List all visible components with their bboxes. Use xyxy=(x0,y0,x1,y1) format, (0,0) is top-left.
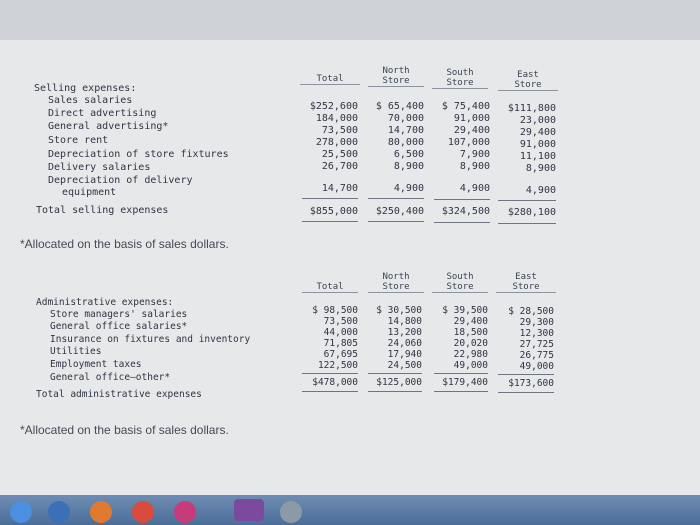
sum-rule xyxy=(302,198,358,199)
app-icon[interactable] xyxy=(280,501,302,523)
section-title: Selling expenses: xyxy=(34,83,137,94)
cell-south: 4,900 xyxy=(459,183,490,194)
cell-east: 49,000 xyxy=(519,361,554,372)
cell-south: 49,000 xyxy=(453,360,488,371)
header-south-store: South Store xyxy=(432,272,488,293)
row-label: Delivery salaries xyxy=(48,162,151,173)
row-label: Depreciation of store fixtures xyxy=(48,149,229,160)
cell-total: $252,600 xyxy=(309,101,358,112)
cell-total: 122,500 xyxy=(317,360,358,371)
header-south-store: South Store xyxy=(432,68,488,89)
row-label: General advertising* xyxy=(48,121,169,132)
cell-south: 107,000 xyxy=(447,137,490,148)
sum-rule xyxy=(434,199,490,200)
double-rule xyxy=(368,391,422,392)
cell-south: 29,400 xyxy=(453,316,488,327)
footnote: *Allocated on the basis of sales dollars. xyxy=(20,237,229,251)
app-icon[interactable] xyxy=(174,501,196,523)
cell-north: $ 65,400 xyxy=(375,101,424,112)
cell-south: 20,020 xyxy=(453,338,488,349)
cell-south: 18,500 xyxy=(453,327,488,338)
cell-north: 17,940 xyxy=(387,349,422,360)
cell-north: 80,000 xyxy=(387,137,424,148)
sum-rule xyxy=(498,200,556,201)
cell-north: 24,500 xyxy=(387,360,422,371)
sum-rule xyxy=(302,373,358,374)
row-label: General office salaries* xyxy=(50,321,188,332)
total-cell-east: $173,600 xyxy=(508,378,554,389)
sum-rule xyxy=(434,373,488,374)
cell-total: 71,805 xyxy=(323,338,358,349)
cell-south: 22,980 xyxy=(453,349,488,360)
double-rule xyxy=(302,221,358,222)
cell-east: 12,300 xyxy=(519,328,554,339)
cell-east: 29,400 xyxy=(519,127,556,138)
cell-east: $ 28,500 xyxy=(508,306,554,317)
double-rule xyxy=(434,391,488,392)
app-icon[interactable] xyxy=(48,501,70,523)
cell-south: 7,900 xyxy=(459,149,490,160)
header-north-store: North Store xyxy=(368,66,424,87)
total-cell-total: $855,000 xyxy=(309,206,358,217)
row-label: Direct advertising xyxy=(48,108,157,119)
row-label: Store rent xyxy=(48,135,109,146)
cell-total: 73,500 xyxy=(323,316,358,327)
app-icon[interactable] xyxy=(10,501,32,523)
cell-south: $ 39,500 xyxy=(442,305,488,316)
cell-north: 6,500 xyxy=(393,149,424,160)
double-rule xyxy=(368,221,424,222)
total-label: Total administrative expenses xyxy=(36,389,202,400)
double-rule xyxy=(498,223,556,224)
cell-total: 14,700 xyxy=(321,183,358,194)
total-cell-south: $179,400 xyxy=(442,377,488,388)
cell-total: 184,000 xyxy=(315,113,358,124)
cell-total: 278,000 xyxy=(315,137,358,148)
cell-total: 25,500 xyxy=(321,149,358,160)
footnote: *Allocated on the basis of sales dollars. xyxy=(20,423,229,437)
total-label: Total selling expenses xyxy=(36,205,169,216)
row-label: Utilities xyxy=(50,346,102,357)
cell-north: 14,800 xyxy=(387,316,422,327)
cell-total: 73,500 xyxy=(321,125,358,136)
cell-total: $ 98,500 xyxy=(312,305,358,316)
section-title: Administrative expenses: xyxy=(36,297,174,308)
row-label: Employment taxes xyxy=(50,359,142,370)
cell-total: 67,695 xyxy=(323,349,358,360)
total-cell-north: $250,400 xyxy=(375,206,424,217)
row-label: General office—other* xyxy=(50,372,171,383)
cell-north: 70,000 xyxy=(387,113,424,124)
app-icon[interactable] xyxy=(90,501,112,523)
sum-rule xyxy=(498,374,554,375)
double-rule xyxy=(302,391,358,392)
header-north-store: North Store xyxy=(368,272,424,293)
total-cell-east: $280,100 xyxy=(507,207,556,218)
sum-rule xyxy=(368,373,422,374)
cell-north: 24,060 xyxy=(387,338,422,349)
taskbar xyxy=(0,495,700,525)
cell-total: 26,700 xyxy=(321,161,358,172)
cell-east: 91,000 xyxy=(519,139,556,150)
total-cell-south: $324,500 xyxy=(441,206,490,217)
cell-east: 4,900 xyxy=(525,185,556,196)
row-label-continued: equipment xyxy=(62,187,117,198)
row-label: Depreciation of delivery xyxy=(48,175,193,186)
cell-east: 23,000 xyxy=(519,115,556,126)
cell-east: 8,900 xyxy=(525,163,556,174)
cell-east: $111,800 xyxy=(507,103,556,114)
row-label: Insurance on fixtures and inventory xyxy=(50,334,251,345)
sum-rule xyxy=(368,198,424,199)
total-cell-north: $125,000 xyxy=(376,377,422,388)
page xyxy=(0,40,700,495)
cell-east: 27,725 xyxy=(519,339,554,350)
cell-east: 29,300 xyxy=(519,317,554,328)
cell-south: 91,000 xyxy=(453,113,490,124)
double-rule xyxy=(434,222,490,223)
row-label: Sales salaries xyxy=(48,95,133,106)
cell-east: 11,100 xyxy=(519,151,556,162)
double-rule xyxy=(498,392,554,393)
cell-total: 44,000 xyxy=(323,327,358,338)
header-total: Total xyxy=(300,74,360,85)
cell-north: $ 30,500 xyxy=(376,305,422,316)
cell-north: 14,700 xyxy=(387,125,424,136)
header-east-store: East Store xyxy=(498,70,558,91)
cell-south: $ 75,400 xyxy=(441,101,490,112)
cell-north: 4,900 xyxy=(393,183,424,194)
total-cell-total: $478,000 xyxy=(312,377,358,388)
cell-north: 8,900 xyxy=(393,161,424,172)
app-icon[interactable] xyxy=(132,501,154,523)
cell-east: 26,775 xyxy=(519,350,554,361)
cell-north: 13,200 xyxy=(387,327,422,338)
header-east-store: East Store xyxy=(496,272,556,293)
app-icon[interactable] xyxy=(234,499,264,521)
cell-south: 8,900 xyxy=(459,161,490,172)
header-total: Total xyxy=(302,282,358,293)
cell-south: 29,400 xyxy=(453,125,490,136)
row-label: Store managers' salaries xyxy=(50,309,188,320)
